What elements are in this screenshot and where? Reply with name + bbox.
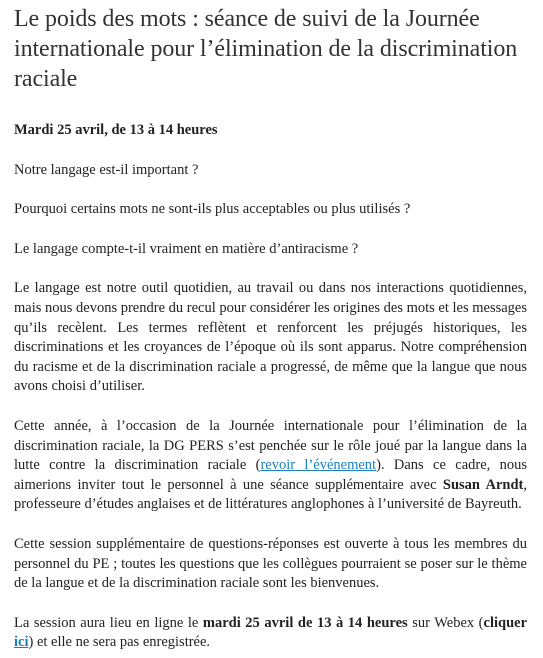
question-2: Pourquoi certains mots ne sont-ils plus acceptables ou plus utilisés ? [14,201,411,218]
intro-paragraph: Le langage est notre outil quotidien, au travail ou dans nos interactions quotidiennes, mais nous devons prendre du recul pour considérer les origines des mots et les messages qu’ils recèlent. Les termes reflètent et renforcent les préjugés historiques, les discriminations et les croyances de l’époque où ils sont apparus. Notre compréhension du racisme et de la discrimination raciale a progressé, de même que la langue que nous avons choisi d’utiliser. [14,280,528,395]
session-date: mardi 25 avril de 13 à 14 heures [202,614,408,631]
session-paragraph [14,614,527,653]
replay-event-link[interactable]: revoir l’événement [260,457,377,474]
page-title: Le poids des mots : séance de suivi de la Journée internationale pour l’élimination de la discrimination raciale [14,6,518,92]
context-text-3: , professeure d’études anglaises et de littératures anglophones à l’université de Bayreuth. [14,476,527,513]
session-text-1: La session aura lieu en ligne le [14,614,203,631]
webex-link[interactable]: ici [14,634,29,651]
context-text-2: ). Dans ce cadre, nous aimerions inviter tout le personnel à une séance supplémentaire avec [14,457,528,493]
qa-paragraph: Cette session supplémentaire de questions-réponses est ouverte à tous les membres du personnel du PE ; toutes les questions que les collègues pourraient se poser sur le thème de la langue et de la discrimination raciale sont les bienvenues. [14,535,527,592]
session-text-3: ) et elle ne sera pas enregistrée. [28,634,211,651]
context-text-1: Cette année, à l’occasion de la Journée internationale pour l’élimination de la discrimination raciale, la DG PERS s’est penchée sur le rôle joué par la langue dans la lutte contre la discrimination raciale ( [14,417,527,474]
event-date: Mardi 25 avril, de 13 à 14 heures [14,122,218,138]
context-paragraph [14,417,527,515]
question-3: Le langage compte-t-il vraiment en matière d’antiracisme ? [14,240,359,257]
article-body [14,121,527,653]
question-1: Notre langage est-il important ? [14,161,199,178]
speaker-name: Susan Arndt [442,476,524,493]
cliquer-label: cliquer [483,614,528,631]
session-text-2: sur Webex ( [407,614,484,631]
